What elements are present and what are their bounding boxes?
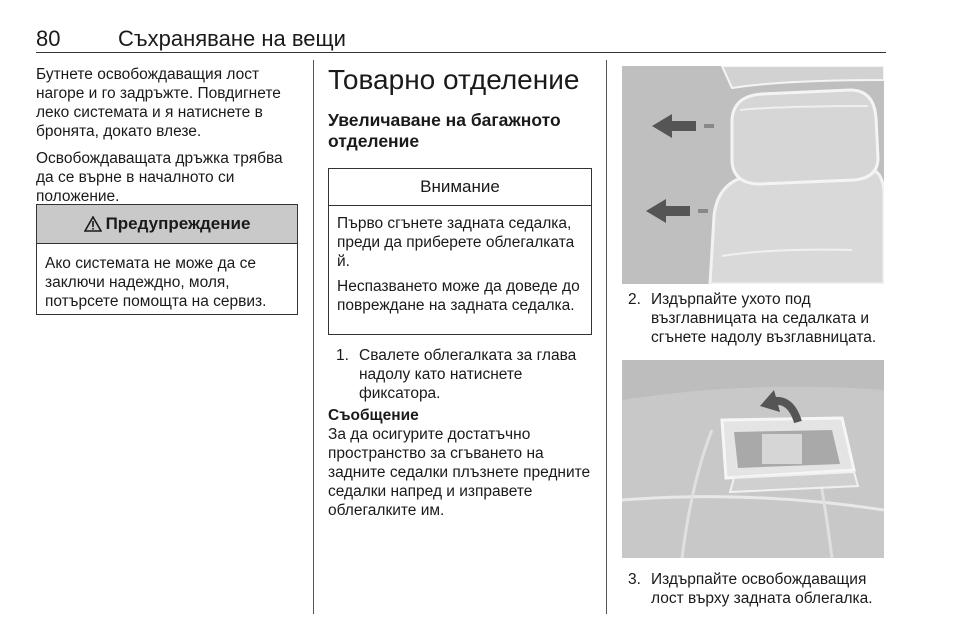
- section-subheading: Увеличаване на багажното отделение: [328, 110, 561, 151]
- caution-box: [328, 168, 592, 335]
- step-1-text: Свалете облегалката за глава надолу като натиснете фиксатора.: [359, 347, 577, 402]
- step-3-number: 3.: [628, 571, 641, 588]
- caution-body: [329, 206, 591, 325]
- caution-text-1: Първо сгънете задната седалка, преди да приберете облегалката й.: [337, 215, 575, 270]
- step-2-text: Издърпайте ухото под възглавницата на седалката и сгънете надолу възглавницата.: [651, 291, 877, 346]
- warning-box: [36, 204, 298, 315]
- warning-title: Предупреждение: [105, 214, 251, 233]
- headrest-illustration: [622, 66, 884, 284]
- column-1: [36, 65, 298, 206]
- column-2: [328, 64, 592, 152]
- paragraph-release-handle: Освобождаващата дръжка трябва да се върне в началното си положение.: [36, 150, 283, 205]
- page-number: 80: [36, 26, 61, 51]
- column-divider-1: [313, 60, 314, 614]
- note-title: Съобщение: [328, 407, 419, 424]
- caution-header: [329, 169, 591, 206]
- note-text: За да осигурите достатъчно пространство за сгъването на задните седалки плъзнете предните седалки напред и изправете облегалките им.: [328, 426, 591, 519]
- page-header: [36, 22, 886, 52]
- step-2-number: 2.: [628, 291, 641, 308]
- column-divider-2: [606, 60, 607, 614]
- caution-title: Внимание: [420, 177, 500, 196]
- step-1-number: 1.: [336, 347, 349, 364]
- section-heading: Товарно отделение: [328, 64, 580, 95]
- step-3-text: Издърпайте освобождаващия лост върху задната облегалка.: [651, 571, 873, 607]
- header-rule: [36, 52, 886, 53]
- figure-headrest: [622, 66, 884, 284]
- caution-text-2: Неспазването може да доведе до повреждане на задната седалка.: [337, 278, 580, 314]
- note-block: [328, 406, 592, 520]
- page-title: Съхраняване на вещи: [118, 26, 346, 51]
- figure-cushion-tab: [622, 360, 884, 558]
- warning-triangle-icon: [84, 216, 102, 232]
- cushion-illustration: [622, 360, 884, 558]
- warning-header: [37, 205, 297, 244]
- paragraph-release-lever: Бутнете освобождаващия лост нагоре и го задръжте. Повдигнете леко системата и я натиснете в бронята, докато влезе.: [36, 66, 281, 140]
- warning-body: Ако системата не може да се заключи надеждно, моля, потърсете помощта на сервиз.: [45, 255, 267, 310]
